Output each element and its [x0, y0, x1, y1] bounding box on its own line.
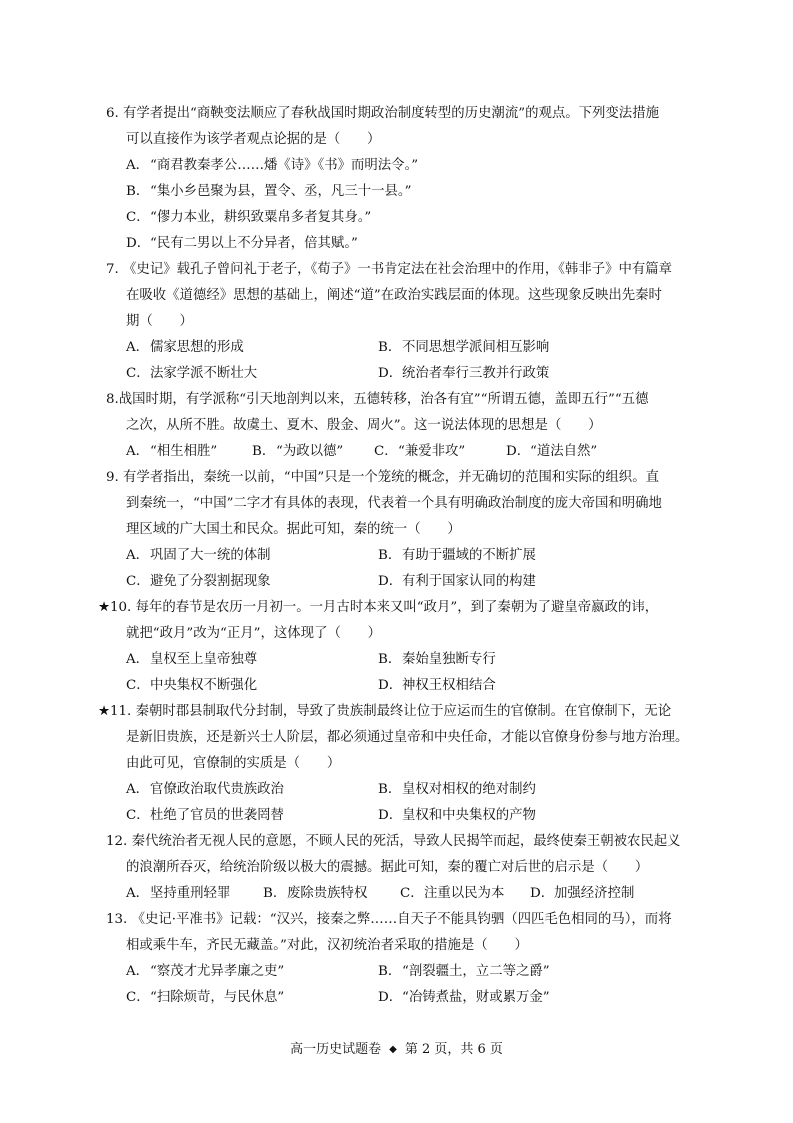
question-8	[106, 387, 706, 439]
question-text: 秦代统治者无视人民的意愿，不顾人民的死活，导致人民揭竿而起，最终使秦王朝被农民起义	[131, 834, 681, 849]
question-text: 战国时期，有学派称“引天地剖判以来，五德转移，治各有宜”“所谓五德，盖即五行”“五德	[118, 392, 649, 407]
question-text: 由此可见，官僚制的实质是（ ）	[126, 756, 341, 771]
question-13	[106, 907, 706, 959]
option-d: D．统治者奉行三教并行政策	[378, 366, 550, 381]
question-text: 理区域的广大国土和民众。据此可知，秦的统一（ ）	[126, 522, 461, 537]
option-b: B．“剖裂疆土，立二等之爵”	[378, 964, 550, 979]
option-b: B．不同思想学派间相互影响	[378, 340, 550, 355]
question-number: ★10.	[98, 600, 132, 615]
option-a: A．巩固了大一统的体制	[126, 548, 271, 563]
question-6	[106, 101, 706, 153]
question-text: 有学者指出，秦统一以前，“中国”只是一个笼统的概念，并无确切的范围和实际的组织。直	[123, 470, 659, 485]
question-number: ★11.	[98, 704, 132, 719]
option-b: B．皇权对相权的绝对制约	[378, 782, 536, 797]
option-b: B．有助于疆域的不断扩展	[378, 548, 536, 563]
option-d: D．皇权和中央集权的产物	[378, 808, 536, 823]
question-text: 是新旧贵族，还是新兴士人阶层，都必须通过皇帝和中央任命，才能以官僚身份参与地方治理。	[126, 730, 689, 745]
question-number: 9.	[106, 470, 119, 485]
question-number: 7.	[106, 262, 119, 277]
option-c: C．“扫除烦苛，与民休息”	[126, 990, 285, 1005]
option-a: A．儒家思想的形成	[126, 340, 244, 355]
option-d: D．有利于国家认同的构建	[378, 574, 536, 589]
question-text: 《史记》载孔子曾问礼于老子，《荀子》一书肯定法在社会治理中的作用，《韩非子》中有篇章	[123, 262, 673, 277]
question-text: 相或乘牛车，齐民无藏盖。”对此，汉初统治者采取的措施是（ ）	[126, 938, 528, 953]
option-b: B．“为政以德”	[252, 444, 344, 459]
option-a: A．“商君教秦孝公……燔《诗》《书》而明法令。”	[126, 158, 419, 173]
question-text: 期（ ）	[126, 314, 193, 329]
footer-title: 高一历史试题卷	[290, 1042, 382, 1057]
option-c: C．注重以民为本	[400, 886, 505, 901]
option-c: C．“兼爱非攻”	[374, 444, 466, 459]
option-b: B．秦始皇独断专行	[378, 652, 496, 667]
page-number: 第 2 页，共 6 页	[404, 1042, 503, 1057]
option-c: C．中央集权不断强化	[126, 678, 258, 693]
option-d: D．神权王权相结合	[378, 678, 496, 693]
question-text: 之次，从所不胜。故虞土、夏木、殷金、周火”。这一说法体现的思想是（ ）	[126, 418, 602, 433]
question-11	[98, 699, 698, 777]
option-b: B．废除贵族特权	[263, 886, 368, 901]
option-a: A．“察茂才尤异孝廉之吏”	[126, 964, 285, 979]
option-a: A．皇权至上皇帝独尊	[126, 652, 258, 667]
option-d: D．“民有二男以上不分异者，倍其赋。”	[126, 236, 358, 251]
question-number: 12.	[106, 834, 128, 849]
option-a: A．坚持重刑轻罪	[126, 886, 231, 901]
question-text: 有学者提出“商鞅变法顺应了春秋战国时期政治制度转型的历史潮流”的观点。下列变法措施	[123, 106, 659, 121]
question-text: 就把“政月”改为“正月”，这体现了（ ）	[126, 626, 382, 641]
option-a: A．“相生相胜”	[126, 444, 218, 459]
option-c: C．避免了分裂割据现象	[126, 574, 271, 589]
option-d: D．“冶铸煮盐，财或累万金”	[378, 990, 550, 1005]
option-d: D．加强经济控制	[530, 886, 635, 901]
question-text: 的浪潮所吞灭，给统治阶级以极大的震撼。据此可知，秦的覆亡对后世的启示是（ ）	[126, 860, 649, 875]
question-text: 在吸收《道德经》思想的基础上，阐述“道”在政治实践层面的体现。这些现象反映出先秦时	[126, 288, 662, 303]
question-text: 秦朝时郡县制取代分封制，导致了贵族制最终让位于应运而生的官僚制。在官僚制下，无论	[135, 704, 672, 719]
option-c: C．“僇力本业，耕织致粟帛多者复其身。”	[126, 210, 372, 225]
question-text: 可以直接作为该学者观点论据的是（ ）	[126, 132, 381, 147]
option-d: D．“道法自然”	[506, 444, 598, 459]
option-c: C．法家学派不断壮大	[126, 366, 258, 381]
option-a: A．官僚政治取代贵族政治	[126, 782, 284, 797]
question-number: 6.	[106, 106, 119, 121]
question-number: 8.	[106, 392, 119, 407]
question-12	[106, 829, 706, 881]
question-text: 《史记·平准书》记载：“汉兴，接秦之弊……自天子不能具钧驷（四匹毛色相同的马），而将	[131, 912, 672, 927]
question-10	[98, 595, 698, 647]
option-c: C．杜绝了官员的世袭罔替	[126, 808, 284, 823]
question-number: 13.	[106, 912, 128, 927]
question-7	[106, 257, 706, 335]
option-b: B．“集小乡邑聚为县，置令、丞，凡三十一县。”	[126, 184, 412, 199]
question-9	[106, 465, 706, 543]
question-text: 到秦统一，“中国”二字才有具体的表现，代表着一个具有明确政治制度的庞大帝国和明确地	[126, 496, 662, 511]
diamond-icon: ◆	[389, 1044, 397, 1055]
question-text: 每年的春节是农历一月初一。一月古时本来又叫“政月”，到了秦朝为了避皇帝嬴政的讳，	[135, 600, 659, 615]
page-footer	[0, 1041, 793, 1059]
